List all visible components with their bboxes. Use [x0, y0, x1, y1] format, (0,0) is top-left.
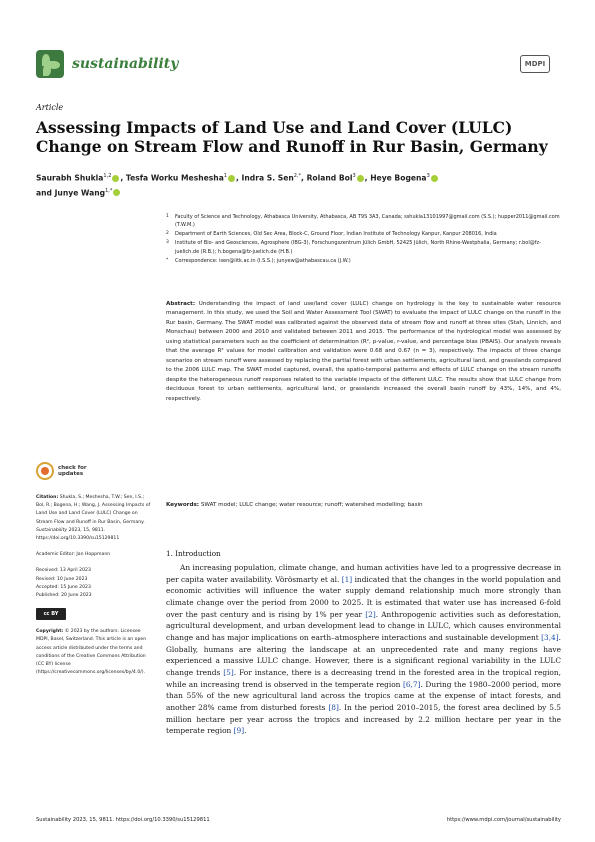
citation-link[interactable]: [5] — [223, 667, 234, 677]
article-type: Article — [36, 103, 64, 112]
citation-link[interactable]: [8] — [328, 702, 339, 712]
abstract-label: Abstract: — [166, 301, 196, 307]
author-affiliation-mark: 1,2 — [103, 173, 112, 179]
paper-title: Assessing Impacts of Land Use and Land Cover (LULC) Change on Stream Flow and Runoff in Rur Basin, Germany — [36, 118, 548, 156]
mdpi-logo: MDPI — [520, 55, 550, 73]
check-for-updates-badge[interactable] — [36, 462, 98, 480]
affiliation-item: 3 Institute of Bio- and Geosciences, Agrosphere (IBG-3), Forschungszentrum Jülich GmbH, 52425 Jülich, North Rhine-Westphalia, Germany; r.bol@fz-juelich.de (R.B.); h.bogena@fz-juelich.de (H.B.) — [166, 240, 541, 255]
footer-citation: Sustainability 2023, 15, 9811. https://doi.org/10.3390/su15129811 — [36, 817, 210, 823]
author-name: and Junye Wang — [36, 188, 106, 198]
academic-editor: Academic Editor: Jan Hoppmann — [36, 552, 111, 558]
cc-by-license-icon[interactable]: cc BY — [36, 608, 154, 620]
author-name: Heye Bogena — [370, 173, 427, 183]
leaf-icon — [36, 50, 64, 78]
author-name: Tesfa Worku Meshesha — [125, 173, 224, 183]
orcid-icon[interactable] — [431, 175, 438, 182]
author-affiliation-mark: 3 — [426, 173, 430, 179]
citation-link[interactable]: [3,4] — [541, 632, 559, 642]
doi-link[interactable]: 2023, 15, 9811. https://doi.org/10.3390/su15129811 — [36, 527, 120, 542]
footer-journal-link[interactable]: https://www.mdpi.com/journal/sustainability — [446, 817, 561, 823]
section-heading: 1. Introduction — [166, 549, 221, 558]
orcid-icon[interactable] — [112, 175, 119, 182]
check-updates-icon — [36, 462, 54, 480]
author-list: Saurabh Shukla$^{1,2}$ , Tesfa Worku Meshesha$^1$ , Indra S. Sen$^{2,*}$, Roland Bol$^3$ , Heye Bogena$^3$ and Junye Wang$^{1,*}$ — [36, 170, 556, 199]
affiliation-item: * Correspondence: isen@iitk.ac.in (I.S.S.); junyew@athabascau.ca (J.W.) — [166, 257, 351, 264]
page-footer — [36, 817, 561, 823]
revised-date: Revised: 10 June 2023 — [36, 576, 88, 582]
affiliation-item: 1 Faculty of Science and Technology, Athabasca University, Athabasca, AB T9S 3A3, Canada; sshukla13101997@gmail.com (S.S.); hupper2011@gmail.com (T.W.M.) — [166, 214, 560, 229]
author-name: Indra S. Sen — [241, 173, 294, 183]
published-date: Published: 20 June 2023 — [36, 593, 92, 599]
author-affiliation-mark: 3 — [352, 173, 356, 179]
received-date: Received: 13 April 2023 — [36, 568, 91, 574]
citation: Citation: Shukla, S.; Meshesha, T.W.; Sen, I.S.; Bol, R.; Bogena, H.; Wang, J. Assessing Impacts of Land Use and Land Cover (LULC) Change on Stream Flow and Runoff in Rur Basin, Germany. Sustainability 2023, 15, 9811. https://doi.org/10.3390/su15129811 — [36, 495, 151, 542]
accepted-date: Accepted: 15 June 2023 — [36, 584, 91, 590]
orcid-icon[interactable] — [357, 175, 364, 182]
keywords — [166, 501, 561, 510]
introduction-text: An increasing population, climate change, and human activities have led to a progressive decrease in per capita water availability. Vörösmarty et al. [1] indicated that the changes in the world population and economic activities will influence the water supply demand relationship much more strongly than climate change over the period from 2000 to 2025. It is estimated that water use has increased 6-fold over the past century and is rising by 1% per year [2]. Anthropogenic activities such as deforestation, agricultural development, and urban development lead to change in LULC, which causes environmental change and has major implications on earth–atmosphere interactions and sustainable development [3,4]. Globally, humans are altering the landscape at an unprecedented rate and many regions have experienced a massive LULC change. However, there is a significant regional variability in the LULC change trends [5]. For instance, there is a decreasing trend in the forested area in the tropical region, while an increasing trend is observed in the temperate region [6,7]. During the 1980–2000 period, more than 55% of the new agricultural land across the tropics came at the expense of intact forests, and another 28% came from disturbed forests [8]. In the period 2010–2015, the forest area declined by 5.5 million hectare per year across the tropics and increased by 2.2 million hectare per year in the temperate region [9]. — [166, 563, 562, 736]
author-name: Saurabh Shukla — [36, 173, 104, 183]
author-affiliation-mark: 1,* — [105, 187, 113, 194]
orcid-icon[interactable] — [228, 175, 235, 182]
keywords-label: Keywords: — [166, 502, 200, 508]
author-name: Roland Bol — [306, 173, 353, 183]
author-affiliation-mark: 2,* — [293, 173, 302, 179]
citation-link[interactable]: [1] — [341, 574, 353, 584]
copyright: Copyright: © 2023 by the authors. Licensee MDPI, Basel, Switzerland. This article is an open access article distributed under the terms and conditions of the Creative Commons Attribution (CC BY) license (https://creativecommons.org/licenses/by/4.0/). — [36, 629, 147, 676]
affiliations — [166, 213, 561, 265]
article-sidebar — [36, 494, 154, 685]
publication-dates — [36, 567, 154, 600]
citation-link[interactable]: [9] — [233, 726, 245, 736]
journal-logo — [36, 50, 178, 78]
abstract — [166, 300, 561, 404]
journal-name: sustainability — [72, 56, 179, 72]
orcid-icon[interactable] — [113, 189, 120, 196]
author-affiliation-mark: 1 — [223, 173, 228, 179]
abstract-text: Understanding the impact of land use/land cover (LULC) change on hydrology is the key to sustainable water resource management. In this study, we used the Soil and Water Assessment Tool (SWAT) to evaluate the impact of LULC change on the runoff in the Rur basin, Germany. The SWAT model was calibrated against the observed data of stream flow and runoff at three sites (Stah, Linnich, and Monschau) between 2000 and 2010 and validated between 2011 and 2015. The performance of the hydrological model was assessed by using statistical parameters such as the coefficient of determination (R², p-value, r-value, and percentage bias (PBAIS). Our analysis reveals that the average R² values for model calibration and validation were 0.68 and 0.67 (n = 3), respectively. The impacts of three change scenarios on stream runoff were assessed by replacing the partial forest with urban settlements, agricultural land, and grasslands compared to the 2006 LULC map. The SWAT model captured, overall, the spatio-temporal patterns and effects of LULC change on the stream runoffs despite the heterogeneous runoff responses related to the variable impacts of the different LULC. The results show that LULC change from deciduous forest to urban settlements, agricultural land, or grasslands increased the overall basin runoff by 43%, 14%, and 4%, respectively. — [166, 301, 561, 402]
citation-link[interactable]: [6,7] — [402, 679, 421, 689]
affiliation-item: 2 Department of Earth Sciences, Old Sec Area, Block-C, Ground Floor, Indian Institute of Technology Kanpur, Kanpur 208016, India — [166, 231, 497, 238]
check-updates-label: check for updates — [58, 464, 87, 477]
keywords-text: SWAT model; LULC change; water resource; runoff; watershed modelling; basin — [200, 502, 423, 508]
citation-link[interactable]: [2] — [365, 609, 376, 619]
